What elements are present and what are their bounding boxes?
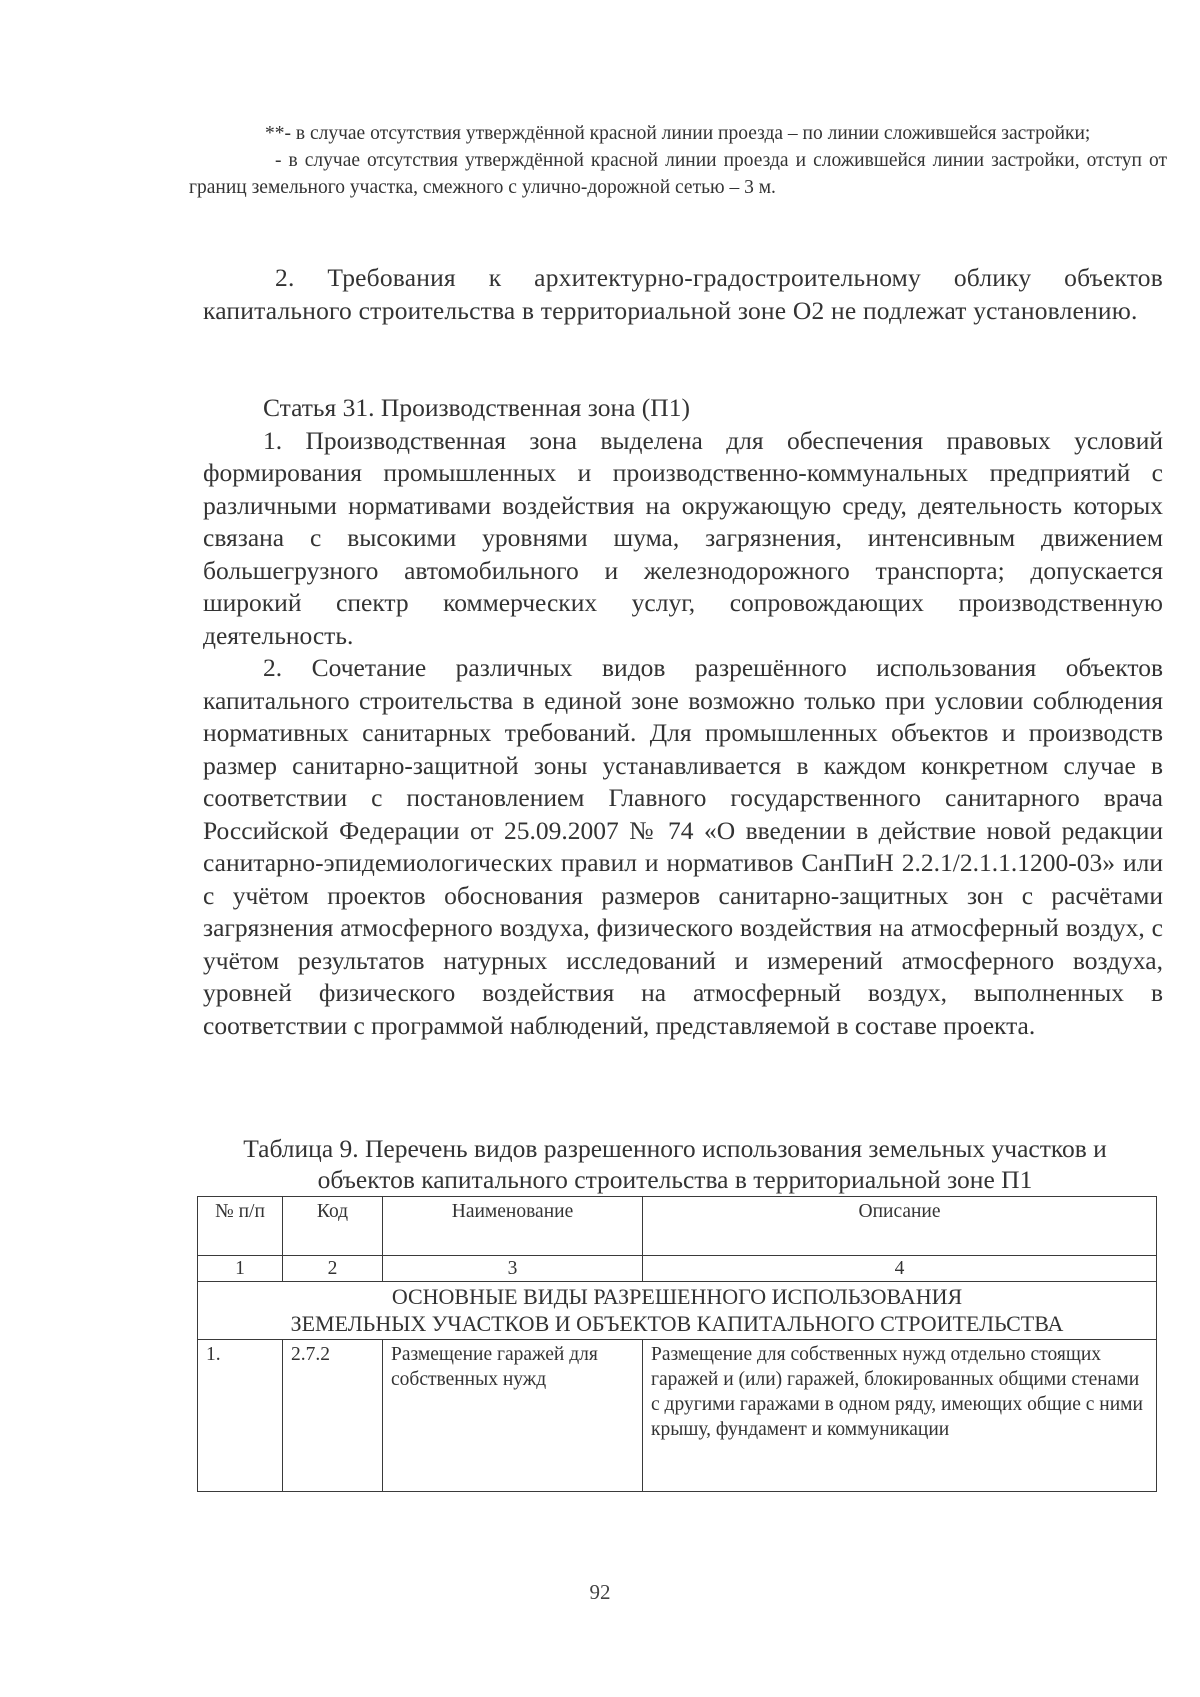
article-item-1: 1. Производственная зона выделена для обеспечения правовых условий формирования промышленных и производственно-коммунальных предприятий с различными нормативами воздействия на окружающую среду, деятельность которых связана с высокими уровнями шума, загрязнения, интенсивным движением большегрузного автомобильного и железнодорожного транспорта; допускается широкий спектр коммерческих услуг, сопровождающих производственную деятельность. xyxy=(203,425,1163,650)
section-header-line-1: ОСНОВНЫЕ ВИДЫ РАЗРЕШЕННОГО ИСПОЛЬЗОВАНИЯ xyxy=(391,1284,963,1309)
section-header-line-2: ЗЕМЕЛЬНЫХ УЧАСТКОВ И ОБЪЕКТОВ КАПИТАЛЬНОГО СТРОИТЕЛЬСТВА xyxy=(290,1311,1064,1336)
header-description: Описание xyxy=(643,1197,1157,1256)
row-num: 1. xyxy=(198,1340,283,1492)
table-caption xyxy=(190,1133,1160,1195)
column-number-2: 2 xyxy=(283,1256,383,1282)
page-number: 92 xyxy=(589,1580,611,1604)
article-item-2: 2. Сочетание различных видов разрешённого использования объектов капитального строительства в единой зоне возможно только при условии соблюдения нормативных санитарных требований. Для промышленных объектов и производств размер санитарно-защитной зоны устанавливается в каждом конкретном случае в соответствии с постановлением Главного государственного санитарного врача Российской Федерации от 25.09.2007 № 74 «О введении в действие новой редакции санитарно-эпидемиологических правил и нормативов СанПиН 2.2.1/2.1.1.1200-03» или с учётом проектов обоснования размеров санитарно-защитных зон с расчётами загрязнения атмосферного воздуха, физического воздействия на атмосферный воздух, с учётом результатов натурных исследований и измерений атмосферного воздуха, уровней физического воздействия на атмосферный воздух, выполненных в соответствии с программой наблюдений, представляемой в составе проекта. xyxy=(203,653,1163,1040)
footnotes xyxy=(189,120,1167,201)
row-description: Размещение для собственных нужд отдельно стоящих гаражей и (или) гаражей, блокированных общими стенами с другими гаражами в одном ряду, имеющих общие с ними крышу, фундамент и коммуникации xyxy=(643,1340,1157,1492)
column-number-4: 4 xyxy=(643,1256,1157,1282)
requirements-section xyxy=(203,262,1163,327)
column-number-1: 1 xyxy=(198,1256,283,1282)
permitted-use-table xyxy=(197,1196,1157,1492)
article-title: Статья 31. Производственная зона (П1) xyxy=(263,393,690,422)
footnote-line-1: **- в случае отсутствия утверждённой красной линии проезда – по линии сложившейся застройки; xyxy=(265,123,1091,144)
column-number-3: 3 xyxy=(383,1256,643,1282)
table-header-row xyxy=(198,1197,1157,1256)
row-code: 2.7.2 xyxy=(283,1340,383,1492)
section-header xyxy=(198,1282,1157,1340)
requirements-paragraph: 2. Требования к архитектурно-градостроительному облику объектов капитального строительства в территориальной зоне О2 не подлежат установлению. xyxy=(203,263,1163,325)
footnote-line-2: - в случае отсутствия утверждённой красной линии проезда и сложившейся линии застройки, отступ от границ земельного участка, смежного с улично-дорожной сетью – 3 м. xyxy=(189,150,1167,198)
header-name: Наименование xyxy=(383,1197,643,1256)
table-row xyxy=(198,1340,1157,1492)
header-code: Код xyxy=(283,1197,383,1256)
table-caption-line-1: Таблица 9. Перечень видов разрешенного использования земельных участков и xyxy=(243,1134,1107,1163)
column-number-row xyxy=(198,1256,1157,1282)
header-num: № п/п xyxy=(198,1197,283,1256)
section-header-row xyxy=(198,1282,1157,1340)
table-caption-line-2: объектов капитального строительства в территориальной зоне П1 xyxy=(317,1165,1033,1194)
row-name: Размещение гаражей для собственных нужд xyxy=(383,1340,643,1492)
article-section xyxy=(203,392,1163,1042)
